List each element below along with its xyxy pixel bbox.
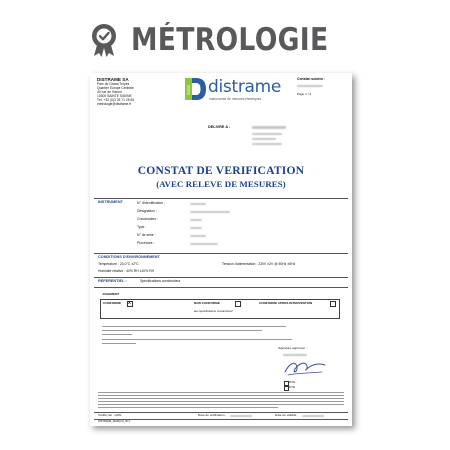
voltage-condition: Tension d'alimentation : 230V ±2V @ 50Hz ±5Hz (222, 262, 296, 266)
fine-print-line (102, 330, 262, 331)
verification-date-value (230, 415, 252, 417)
fine-print-line (102, 326, 286, 327)
recipient-address-line (252, 133, 282, 135)
conforme-apres-checkbox[interactable] (330, 301, 336, 307)
signatory-name (283, 354, 307, 356)
temperature-condition: Température : 23,0°C ±2°C (98, 262, 139, 266)
seal-check-icon (89, 23, 119, 57)
company-address-line: Parc du Grand Troyes (97, 82, 130, 86)
non-conforme-label: NON CONFORME (194, 301, 220, 305)
conforme-label: CONFORME (103, 301, 122, 305)
dvd-label: DVD (289, 379, 296, 384)
instrument-field-label: N° de série : (137, 233, 156, 237)
distrame-logo-mark (184, 76, 208, 102)
company-address-line: Quartier Europe Centrale (97, 86, 134, 90)
company-address-line: 10300 SAINTE SAVINE (97, 94, 132, 98)
dtd-label: DTD (289, 384, 296, 389)
legal-text-line (98, 407, 278, 408)
fine-print-line (102, 343, 136, 344)
instrument-field-label: Procédure : (137, 241, 155, 245)
page-title: MÉTROLOGIE (131, 22, 329, 58)
legal-text-line (98, 398, 344, 399)
distrame-logo (182, 76, 282, 110)
instrument-field-value (190, 227, 202, 229)
logo-subtitle: Instruments de mesures électriques (209, 97, 262, 101)
instrument-field-label: Constructeur : (137, 217, 159, 221)
instrument-field-value (190, 235, 206, 237)
instrument-section-label: INSTRUMENT (98, 200, 123, 204)
constat-number-value (297, 85, 323, 87)
non-conforme-checkbox[interactable] (235, 301, 241, 307)
validity-date-value (302, 415, 324, 417)
verified-by: Vérifié par : LMG (98, 413, 122, 417)
reference-section-label: REFERENTIEL : (98, 279, 127, 283)
section-divider (94, 253, 348, 254)
instrument-field-label: Désignation : (137, 209, 157, 213)
conforme-checkmark: X (128, 299, 131, 305)
environment-section-label: CONDITIONS D'ENVIRONNEMENT (98, 255, 160, 259)
document-ref-code: DISTRAME_MARQ.M_00.V (98, 419, 131, 423)
certificate-subtitle: (AVEC RELEVE DE MESURES) (156, 179, 286, 189)
spec-note: aux spécifications constructeur¹ (194, 309, 234, 313)
humidity-condition: Humidité relative : 40% RH ±20% RH (98, 269, 155, 273)
recipient-address-line (252, 138, 276, 140)
instrument-field-label: N° d'identification : (137, 201, 166, 205)
legal-text-line (98, 401, 344, 402)
section-divider (94, 198, 348, 199)
legal-text-line (98, 404, 344, 405)
judgement-label: JUGEMENT (102, 292, 120, 296)
constat-number-label: Constat numéro : (297, 77, 326, 81)
fine-print-line (102, 334, 132, 335)
instrument-field-label: Type : (137, 225, 147, 229)
recipient-name (252, 126, 286, 129)
instrument-field-value (190, 203, 206, 205)
logo-wordmark: distrame (208, 77, 282, 97)
conforme-apres-label: CONFORME APRES INTERVENTION (259, 301, 313, 305)
reference-value: Spécifications constructeur (140, 279, 181, 283)
delivery-label: DELIVRE A : (208, 125, 231, 129)
fine-print-line (102, 339, 292, 340)
footer-divider (94, 419, 348, 420)
certificate-title: CONSTAT DE VERIFICATION (137, 164, 305, 177)
legal-text-line (98, 395, 344, 396)
recipient-address-line (252, 143, 282, 145)
certificate-document (90, 73, 352, 426)
page-number: Page 1 / 4 (297, 92, 312, 96)
company-email: metrologie@distrame.fr (97, 102, 132, 106)
legal-text-line (98, 392, 344, 393)
validity-date-label: Date de validité : (275, 413, 299, 417)
instrument-field-value (190, 211, 230, 213)
company-name: DISTRAME SA (97, 77, 129, 82)
company-phone: Tél. +33 (0)3 25 71 25 83 (97, 98, 135, 102)
section-divider (94, 277, 348, 278)
verification-date-label: Date de vérification : (198, 413, 227, 417)
section-divider (94, 287, 348, 288)
instrument-field-value (190, 219, 202, 221)
instrument-field-value (190, 243, 218, 245)
page-header (0, 22, 450, 58)
company-address-line: 40 rue de Vienne (97, 90, 123, 94)
signature-scribble (282, 358, 328, 378)
signature-label: Signature approuvé : (278, 346, 307, 350)
